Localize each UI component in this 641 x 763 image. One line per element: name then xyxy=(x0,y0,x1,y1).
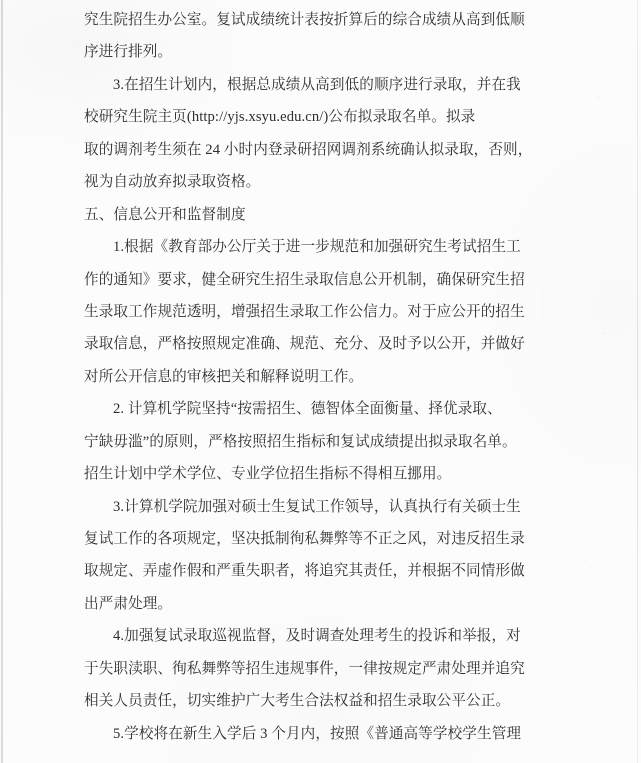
scan-noise-specks xyxy=(0,0,2,2)
text-line: 取规定、弄虚作假和严重失职者，将追究其责任，并根据不同情形做 xyxy=(84,563,525,580)
text-line: 对所公开信息的审核把关和解释说明工作。 xyxy=(84,368,364,385)
text-line: 相关人员责任，切实维护广大考生合法权益和招生录取公平公正。 xyxy=(84,693,511,710)
text-line: 校研究生院主页(http://yjs.xsyu.edu.cn/)公布拟录取名单。拟录 xyxy=(84,109,476,126)
text-line: 复试工作的各项规定，坚决抵制徇私舞弊等不正之风，对违反招生录 xyxy=(84,531,525,547)
text-line: 于失职渎职、徇私舞弊等招生违规事件，一律按规定严肃处理并追究 xyxy=(84,660,525,677)
page-right-edge-line xyxy=(637,0,638,763)
document-text-block xyxy=(84,4,532,750)
text-line: 序进行排列。 xyxy=(84,44,173,61)
text-line: 3.计算机学院加强对硕士生复试工作领导，认真执行有关硕士生 xyxy=(113,498,521,515)
text-line: 宁缺毋滥”的原则，严格按照招生指标和复试成绩提出拟录取名单。 xyxy=(84,433,517,450)
text-line: 作的通知》要求，健全研究生招生录取信息公开机制，确保研究生招 xyxy=(84,271,525,288)
section-heading: 五、信息公开和监督制度 xyxy=(84,206,246,223)
text-line: 录取信息，严格按照规定准确、规范、充分、及时予以公开，并做好 xyxy=(84,336,525,353)
text-line: 4.加强复试录取巡视监督，及时调查处理考生的投诉和举报，对 xyxy=(113,628,521,645)
text-line: 2. 计算机学院坚持“按需招生、德智体全面衡量、择优录取、 xyxy=(113,401,502,418)
text-line: 1.根据《教育部办公厅关于进一步规范和加强研究生考试招生工 xyxy=(113,239,521,256)
text-line: 视为自动放弃拟录取资格。 xyxy=(84,174,261,191)
text-line: 招生计划中学术学位、专业学位招生指标不得相互挪用。 xyxy=(84,466,452,483)
text-line: 5.学校将在新生入学后 3 个月内，按照《普通高等学校学生管理 xyxy=(113,725,522,742)
text-line: 取的调剂考生须在 24 小时内登录研招网调剂系统确认拟录取，否则， xyxy=(84,141,533,158)
text-line: 出严肃处理。 xyxy=(84,595,173,612)
text-line: 3.在招生计划内，根据总成绩从高到低的顺序进行录取，并在我 xyxy=(113,76,521,93)
text-line: 究生院招生办公室。复试成绩统计表按折算后的综合成绩从高到低顺 xyxy=(84,12,525,28)
text-line: 生录取工作规范透明，增强招生录取工作公信力。对于应公开的招生 xyxy=(84,303,525,320)
page-left-edge-line xyxy=(1,0,3,763)
